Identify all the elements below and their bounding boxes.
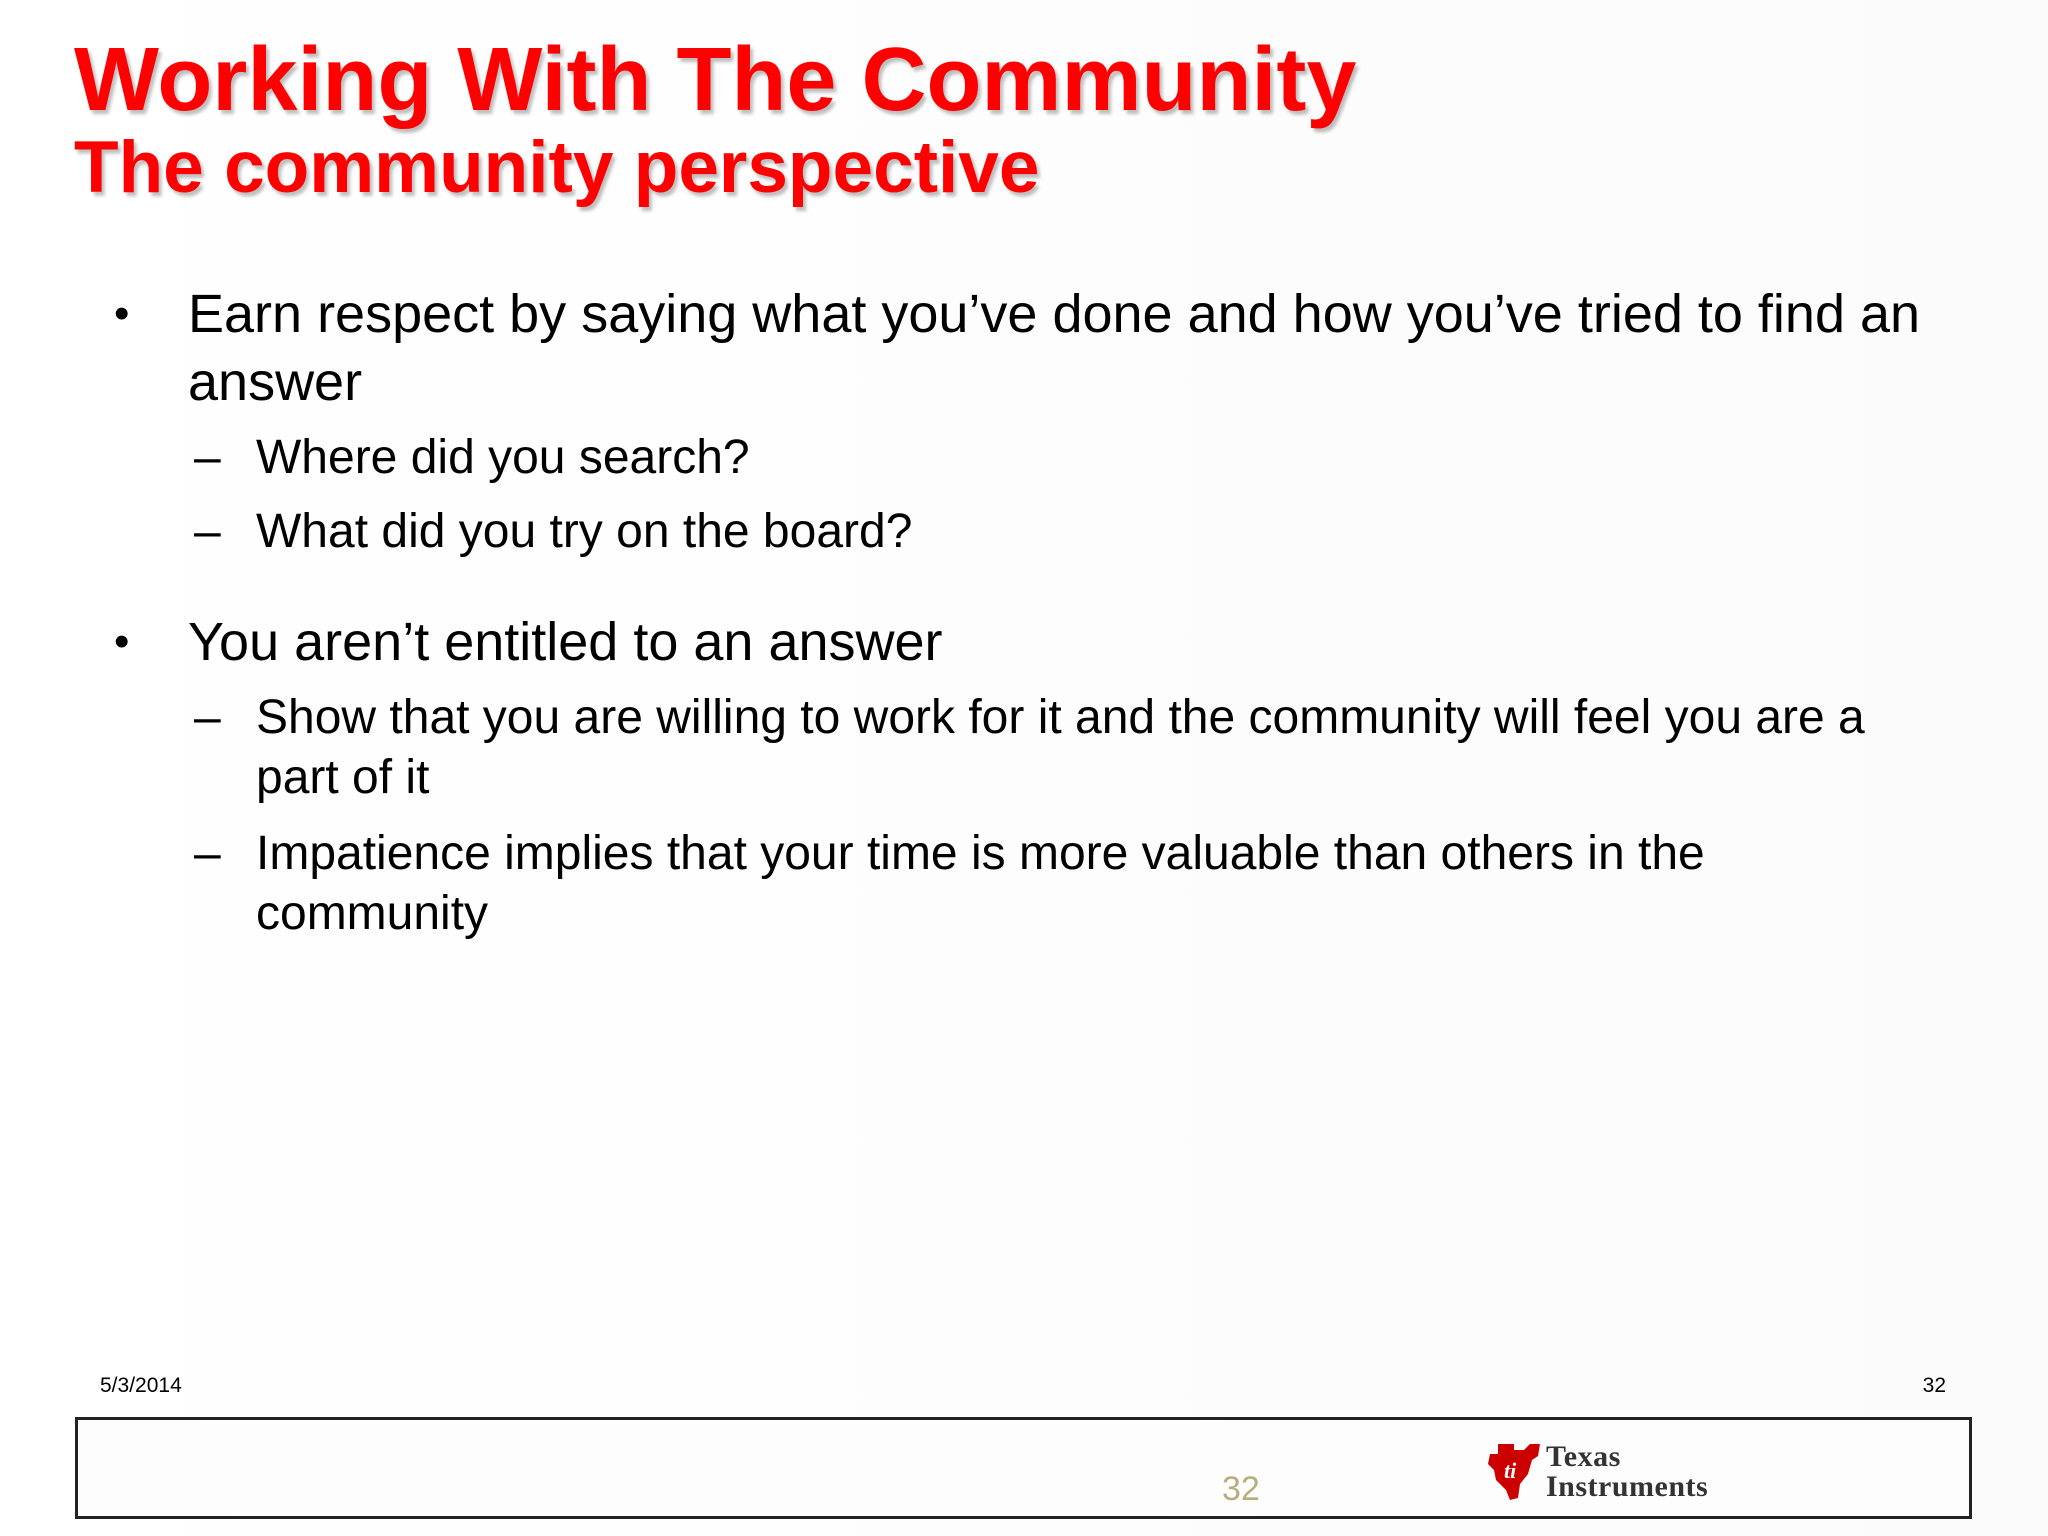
dash-icon: – bbox=[194, 505, 221, 558]
slide-subtitle: The community perspective bbox=[74, 127, 1040, 208]
bullet-text: Earn respect by saying what you’ve done and how you’ve tried to find an answer bbox=[188, 284, 1921, 412]
sub-bullet-text: Show that you are willing to work for it and the community will feel you are a part of it bbox=[256, 691, 1865, 804]
bullet-item bbox=[114, 280, 1948, 416]
ti-logo-icon bbox=[1484, 1440, 1544, 1504]
footer-slide-number: 32 bbox=[1922, 1374, 1946, 1397]
dash-icon: – bbox=[194, 431, 221, 484]
sub-bullet-item bbox=[194, 502, 1956, 562]
sub-bullet-item bbox=[194, 428, 1956, 488]
sub-bullet-text: Impatience implies that your time is more valuable than others in the community bbox=[256, 827, 1705, 940]
ti-logo bbox=[1484, 1440, 1744, 1510]
sub-bullet-text: What did you try on the board? bbox=[256, 505, 913, 558]
svg-text:ti: ti bbox=[1504, 1458, 1517, 1483]
ti-logo-line2: Instruments bbox=[1546, 1470, 1709, 1503]
footer-page-number: 32 bbox=[1222, 1470, 1260, 1508]
bullet-icon: • bbox=[114, 617, 130, 666]
dash-icon: – bbox=[194, 827, 221, 880]
sub-bullet-text: Where did you search? bbox=[256, 431, 750, 484]
slide-title: Working With The Community bbox=[74, 30, 1357, 130]
sub-bullet-item bbox=[194, 688, 1956, 808]
bullet-item bbox=[114, 608, 1948, 676]
ti-logo-line1: Texas bbox=[1546, 1440, 1621, 1473]
bullet-icon: • bbox=[114, 289, 130, 338]
bullet-text: You aren’t entitled to an answer bbox=[188, 612, 943, 672]
sub-bullet-item bbox=[194, 824, 1856, 944]
dash-icon: – bbox=[194, 691, 221, 744]
footer-date: 5/3/2014 bbox=[100, 1374, 182, 1397]
